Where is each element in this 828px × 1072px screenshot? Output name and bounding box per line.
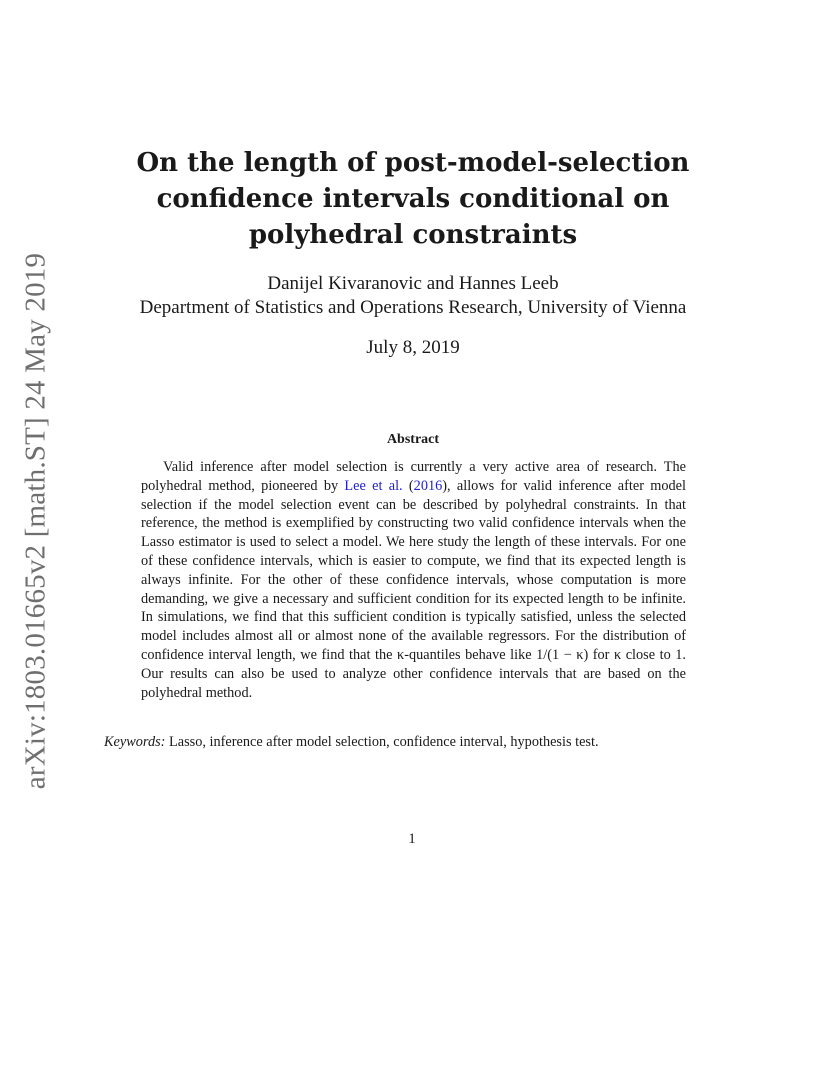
citation-author-link[interactable]: Lee et al. — [344, 477, 403, 494]
paper-authors: Danijel Kivaranovic and Hannes Leeb — [267, 273, 559, 294]
citation-year-link[interactable]: 2016 — [413, 477, 443, 494]
keywords-line — [104, 732, 724, 752]
arxiv-identifier-text: arXiv:1803.01665v2 [math.ST] 24 May 2019 — [19, 252, 52, 790]
paper-affiliation: Department of Statistics and Operations Research, University of Vienna — [139, 297, 687, 318]
keywords-label: Keywords: — [104, 734, 166, 750]
title-line: confidence intervals conditional on — [156, 184, 670, 214]
abstract-text-before-citation: Valid inference after model selection is currently a very active area of research. The polyhedral method, pioneered by — [141, 459, 686, 494]
keywords-text: Lasso, inference after model selection, confidence interval, hypothesis test. — [165, 734, 599, 750]
abstract-heading: Abstract — [386, 432, 440, 447]
page-number: 1 — [408, 831, 416, 847]
abstract-text-after-citation: ), allows for valid inference after model selection if the model selection event can be described by polyhedral constraints. In that reference, the method is exemplified by constructing two valid confidence intervals when the Lasso estimator is used to select a model. We here study the length of these intervals. For one of these confidence intervals, which is easier to compute, we find that its expected length is always infinite. For the other of these confidence intervals, whose computation is more demanding, we give a necessary and sufficient condition for its expected length to be infinite. In simulations, we find that this sufficient condition is typically satisfied, unless the selected model includes almost all or almost none of the available regressors. For the distribution of confidence interval length, we find that the κ-quantiles behave like 1/(1 − κ) for κ close to 1. Our results can also be used to analyze other confidence intervals that are based on the polyhedral method. — [141, 477, 686, 701]
paper-date: July 8, 2019 — [366, 337, 460, 358]
citation-open: ( — [402, 477, 414, 494]
title-line: On the length of post-model-selection — [136, 148, 690, 178]
title-line: polyhedral constraints — [248, 220, 578, 250]
paper-title — [130, 145, 696, 253]
arxiv-identifier-stamp — [14, 252, 58, 790]
abstract-body — [141, 458, 686, 702]
